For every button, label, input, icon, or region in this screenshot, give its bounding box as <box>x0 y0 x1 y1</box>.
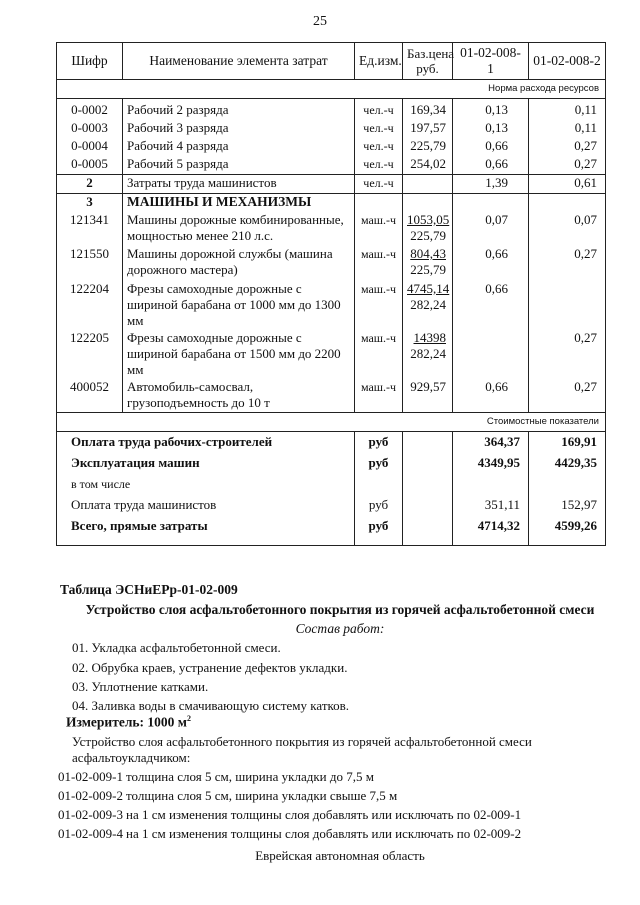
cost-row <box>57 453 606 474</box>
row-name: Рабочий 3 разряда <box>123 120 355 138</box>
cost-unit <box>355 474 403 495</box>
cost-row <box>57 495 606 516</box>
row-value-1: 0,07 <box>453 212 529 246</box>
row-price <box>403 330 453 379</box>
page-number: 25 <box>313 14 327 29</box>
cost-unit: руб <box>355 495 403 516</box>
table-row <box>57 212 606 246</box>
row-unit: маш.-ч <box>355 281 403 330</box>
header-price <box>403 43 453 80</box>
table-label: Таблица ЭСНиЕРр-01-02-009 <box>60 582 238 597</box>
row-value-1: 0,13 <box>453 120 529 138</box>
row-value-1: 0,66 <box>453 138 529 156</box>
row-code: 0-0002 <box>57 99 123 121</box>
row-value-2 <box>529 281 606 330</box>
row-code: 122204 <box>57 281 123 330</box>
cost-value-2: 4599,26 <box>529 516 606 546</box>
cost-row <box>57 474 606 495</box>
row-price: 254,02 <box>403 156 453 175</box>
table-row <box>57 156 606 175</box>
cost-value-1: 4714,32 <box>453 516 529 546</box>
header-col1: 01-02-008-1 <box>453 43 529 80</box>
row-unit: чел.-ч <box>355 99 403 121</box>
table-row <box>57 330 606 379</box>
header-name: Наименование элемента затрат <box>123 43 355 80</box>
row-price <box>403 212 453 246</box>
row-price <box>403 281 453 330</box>
price-main: 1053,05 <box>407 212 450 227</box>
price-sub: 282,24 <box>410 346 446 361</box>
row-name: Фрезы самоходные дорожные с шириной барабана от 1500 мм до 2200 мм <box>123 330 355 379</box>
table-row <box>57 138 606 156</box>
cost-value-2: 169,91 <box>529 431 606 453</box>
row-value-2: 0,11 <box>529 99 606 121</box>
header-col2: 01-02-008-2 <box>529 43 606 80</box>
item-code: 01-02-009-2 <box>58 788 123 803</box>
resource-table <box>56 42 606 546</box>
row-value-1 <box>453 330 529 379</box>
row-code: 121550 <box>57 246 123 281</box>
item-text: толщина слоя 5 см, ширина укладки свыше 7,5 м <box>126 788 398 803</box>
empty-cell <box>529 194 606 213</box>
empty-cell <box>403 495 453 516</box>
row-name: Автомобиль-самосвал, грузоподъемность до 10 т <box>123 379 355 412</box>
section-title: Устройство слоя асфальтобетонного покрытия из горячей асфальтобетонной смеси <box>85 602 595 617</box>
row-name: Рабочий 4 разряда <box>123 138 355 156</box>
cost-unit: руб <box>355 453 403 474</box>
cost-value-2: 4429,35 <box>529 453 606 474</box>
cost-name: в том числе <box>57 474 355 495</box>
item-text: на 1 см изменения толщины слоя добавлять или исключать по 02-009-2 <box>126 826 522 841</box>
row-price: 169,34 <box>403 99 453 121</box>
empty-cell <box>403 474 453 495</box>
cost-value-1 <box>453 474 529 495</box>
row-price <box>403 246 453 281</box>
table-row <box>57 246 606 281</box>
row-value-1: 1,39 <box>453 175 529 194</box>
row-price <box>403 175 453 194</box>
cost-value-1: 351,11 <box>453 495 529 516</box>
row-code: 121341 <box>57 212 123 246</box>
item-code: 01-02-009-1 <box>58 769 123 784</box>
row-code: 0-0003 <box>57 120 123 138</box>
header-price-line1: Баз.цена <box>407 46 455 61</box>
row-value-2: 0,11 <box>529 120 606 138</box>
row-unit: чел.-ч <box>355 120 403 138</box>
row-value-2: 0,07 <box>529 212 606 246</box>
price-main: 4745,14 <box>407 281 450 296</box>
empty-cell <box>453 194 529 213</box>
works-heading: Состав работ: <box>295 621 385 636</box>
header-code: Шифр <box>57 43 123 80</box>
meter-superscript: 2 <box>187 714 191 723</box>
row-unit: маш.-ч <box>355 330 403 379</box>
item-text: толщина слоя 5 см, ширина укладки до 7,5 м <box>126 769 374 784</box>
row-value-1: 0,66 <box>453 246 529 281</box>
work-item: 04. Заливка воды в смачивающую систему катков. <box>72 698 350 713</box>
row-unit: маш.-ч <box>355 379 403 412</box>
table-row <box>57 281 606 330</box>
row-code: 2 <box>57 175 123 194</box>
cost-name: Оплата труда рабочих-строителей <box>57 431 355 453</box>
row-code: 400052 <box>57 379 123 412</box>
cost-row <box>57 431 606 453</box>
price-sub: 225,79 <box>410 228 446 243</box>
row-value-2: 0,61 <box>529 175 606 194</box>
row-value-2: 0,27 <box>529 246 606 281</box>
table-row <box>57 99 606 121</box>
row-name: МАШИНЫ И МЕХАНИЗМЫ <box>123 194 355 213</box>
row-value-1: 0,13 <box>453 99 529 121</box>
row-name: Машины дорожной службы (машина дорожного мастера) <box>123 246 355 281</box>
band-costs-label: Стоимостные показатели <box>57 412 606 431</box>
row-unit: чел.-ч <box>355 138 403 156</box>
item-code: 01-02-009-4 <box>58 826 123 841</box>
price-main: 14398 <box>413 330 446 345</box>
table-row-operators <box>57 175 606 194</box>
footer-region: Еврейская автономная область <box>255 848 425 863</box>
row-price: 197,57 <box>403 120 453 138</box>
work-item: 01. Укладка асфальтобетонной смеси. <box>72 640 281 655</box>
header-price-line2: руб. <box>416 61 439 76</box>
price-sub: 225,79 <box>410 262 446 277</box>
header-unit: Ед.изм. <box>355 43 403 80</box>
row-price: 225,79 <box>403 138 453 156</box>
cost-value-2: 152,97 <box>529 495 606 516</box>
cost-name: Оплата труда машинистов <box>57 495 355 516</box>
row-value-2: 0,27 <box>529 330 606 379</box>
row-unit: маш.-ч <box>355 246 403 281</box>
cost-unit: руб <box>355 516 403 546</box>
row-price: 929,57 <box>403 379 453 412</box>
row-name: Затраты труда машинистов <box>123 175 355 194</box>
meter-label <box>66 714 191 731</box>
meter-text: Измеритель: 1000 м <box>66 714 187 730</box>
cost-value-1: 364,37 <box>453 431 529 453</box>
cost-value-2 <box>529 474 606 495</box>
table-row <box>57 379 606 412</box>
empty-cell <box>403 453 453 474</box>
row-value-2: 0,27 <box>529 138 606 156</box>
row-value-1: 0,66 <box>453 281 529 330</box>
cost-row <box>57 516 606 546</box>
work-item: 02. Обрубка краев, устранение дефектов укладки. <box>72 660 348 675</box>
band-resources-label: Норма расхода ресурсов <box>57 80 606 99</box>
empty-cell <box>355 194 403 213</box>
cost-unit: руб <box>355 431 403 453</box>
band-resources <box>57 80 606 99</box>
table-header <box>57 43 606 80</box>
item-code: 01-02-009-3 <box>58 807 123 822</box>
cost-name: Эксплуатация машин <box>57 453 355 474</box>
row-unit: маш.-ч <box>355 212 403 246</box>
price-sub: 282,24 <box>410 297 446 312</box>
row-value-2: 0,27 <box>529 379 606 412</box>
empty-cell <box>403 516 453 546</box>
row-value-1: 0,66 <box>453 379 529 412</box>
table-row <box>57 120 606 138</box>
price-main: 804,43 <box>410 246 446 261</box>
row-code: 0-0004 <box>57 138 123 156</box>
row-name: Рабочий 2 разряда <box>123 99 355 121</box>
row-code: 3 <box>57 194 123 213</box>
item-text: на 1 см изменения толщины слоя добавлять или исключать по 02-009-1 <box>126 807 522 822</box>
row-value-1: 0,66 <box>453 156 529 175</box>
description-line-2: асфальтоукладчиком: <box>72 750 191 765</box>
cost-value-1: 4349,95 <box>453 453 529 474</box>
row-code: 122205 <box>57 330 123 379</box>
table-row-machines-header <box>57 194 606 213</box>
row-unit: чел.-ч <box>355 175 403 194</box>
row-code: 0-0005 <box>57 156 123 175</box>
band-costs <box>57 412 606 431</box>
work-item: 03. Уплотнение катками. <box>72 679 209 694</box>
row-value-2: 0,27 <box>529 156 606 175</box>
row-name: Фрезы самоходные дорожные с шириной барабана от 1000 мм до 1300 мм <box>123 281 355 330</box>
row-unit: чел.-ч <box>355 156 403 175</box>
cost-name: Всего, прямые затраты <box>57 516 355 546</box>
empty-cell <box>403 431 453 453</box>
row-name: Рабочий 5 разряда <box>123 156 355 175</box>
description-line-1: Устройство слоя асфальтобетонного покрытия из горячей асфальтобетонной смеси <box>72 734 532 749</box>
row-name: Машины дорожные комбинированные, мощностью менее 210 л.с. <box>123 212 355 246</box>
empty-cell <box>403 194 453 213</box>
